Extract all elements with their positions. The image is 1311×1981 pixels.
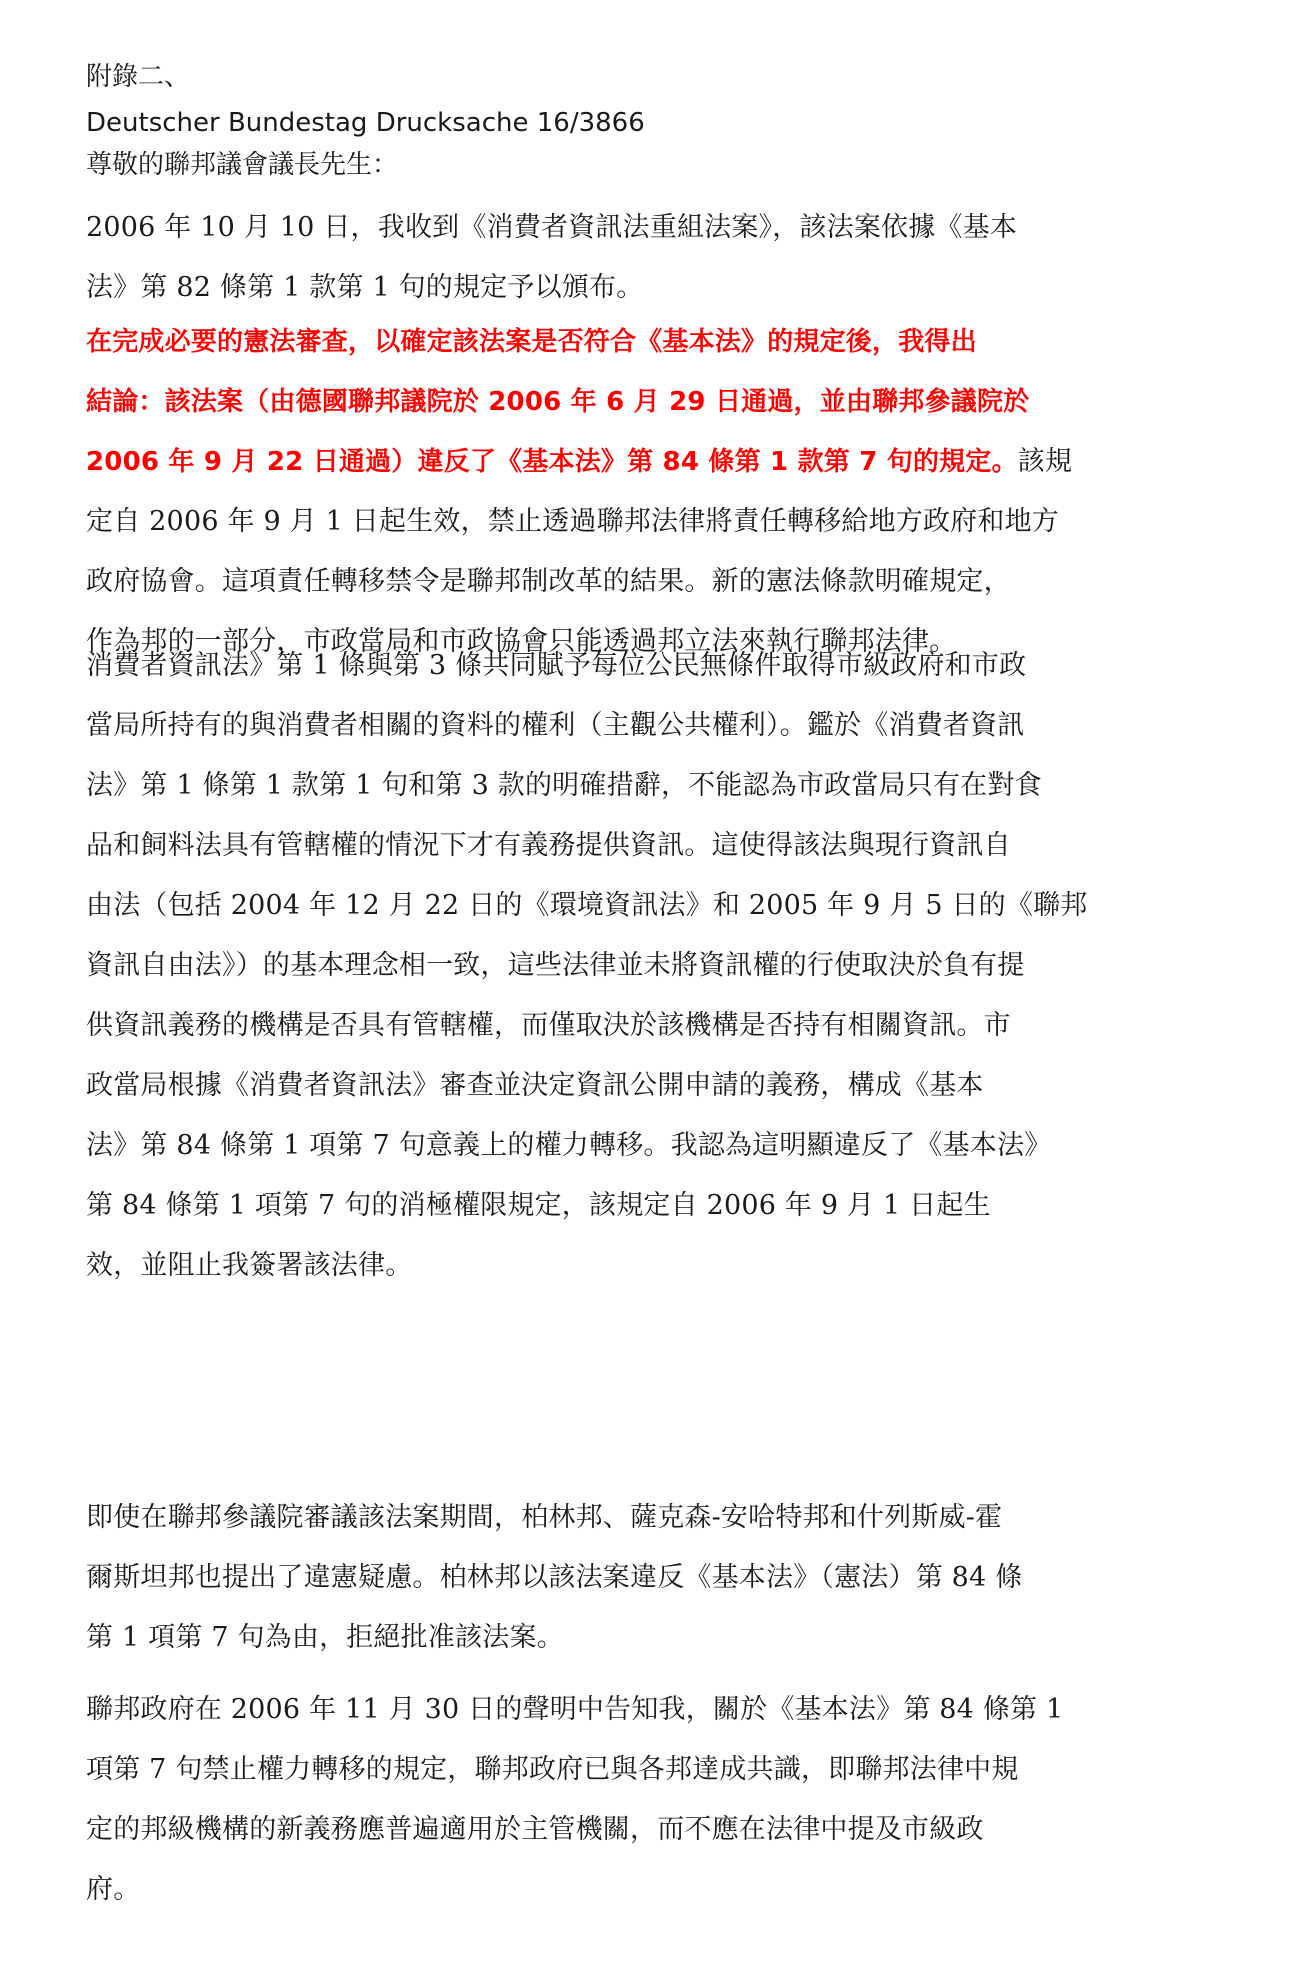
paragraph-2 — [86, 312, 1222, 672]
paragraph-line: 由法（包括 2004 年 12 月 22 日的《環境資訊法》和 2005 年 9 月 5 日的《聯邦 — [86, 890, 1088, 921]
mixed-line — [86, 432, 1222, 492]
appendix-label: 附錄二、 — [86, 62, 191, 92]
paragraph-line: 消費者資訊法》第 1 條與第 3 條共同賦予每位公民無條件取得市級政府和市政 — [86, 650, 1027, 681]
paragraph-line: 法》第 1 條第 1 款第 1 句和第 3 款的明確措辭，不能認為市政當局只有在對食 — [86, 770, 1042, 801]
paragraph-line: 政府協會。這項責任轉移禁令是聯邦制改革的結果。新的憲法條款明確規定， — [86, 566, 1011, 597]
paragraph-line: 品和飼料法具有管轄權的情況下才有義務提供資訊。這使得該法與現行資訊自 — [86, 830, 1011, 861]
paragraph-line: 項第 7 句禁止權力轉移的規定，聯邦政府已與各邦達成共識，即聯邦法律中規 — [86, 1754, 1019, 1785]
highlighted-text: 2006 年 9 月 22 日通過）違反了《基本法》第 84 條第 1 款第 7 句的規定。 — [86, 447, 1018, 477]
paragraph-line: 定的邦級機構的新義務應普遍適用於主管機關，而不應在法律中提及市級政 — [86, 1814, 984, 1845]
paragraph-line: 即使在聯邦參議院審議該法案期間，柏林邦、薩克森-安哈特邦和什列斯威-霍 — [86, 1502, 1003, 1533]
paragraph-line: 效，並阻止我簽署該法律。 — [86, 1250, 413, 1281]
paragraph-line: 第 1 項第 7 句為由，拒絕批准該法案。 — [86, 1622, 564, 1653]
document-source: Deutscher Bundestag Drucksache 16/3866 — [86, 108, 645, 138]
paragraph-line: 法》第 82 條第 1 款第 1 句的規定予以頒布。 — [86, 272, 644, 303]
plain-text: 該規 — [1017, 446, 1073, 477]
paragraph-line: 聯邦政府在 2006 年 11 月 30 日的聲明中告知我，關於《基本法》第 84 條第 1 — [86, 1694, 1064, 1725]
paragraph-line: 作為邦的一部分，市政當局和市政協會只能透過邦立法來執行聯邦法律。 — [86, 626, 957, 657]
paragraph-line: 資訊自由法》）的基本理念相一致，這些法律並未將資訊權的行使取決於負有提 — [86, 950, 1025, 981]
paragraph-line: 府。 — [86, 1874, 141, 1905]
paragraph-3 — [86, 636, 1222, 1296]
highlighted-line: 在完成必要的憲法審查，以確定該法案是否符合《基本法》的規定後，我得出 — [86, 327, 977, 357]
paragraph-5 — [86, 1680, 1222, 1920]
paragraph-line: 2006 年 10 月 10 日，我收到《消費者資訊法重組法案》，該法案依據《基本 — [86, 212, 1018, 243]
paragraph-1 — [86, 198, 1222, 318]
highlighted-line: 結論：該法案（由德國聯邦議院於 2006 年 6 月 29 日通過，並由聯邦參議院於 — [86, 387, 1030, 417]
paragraph-line: 供資訊義務的機構是否具有管轄權，而僅取決於該機構是否持有相關資訊。市 — [86, 1010, 1011, 1041]
salutation: 尊敬的聯邦議會議長先生： — [86, 150, 399, 180]
paragraph-line: 當局所持有的與消費者相關的資料的權利（主觀公共權利）。鑑於《消費者資訊 — [86, 710, 1025, 741]
paragraph-line: 法》第 84 條第 1 項第 7 句意義上的權力轉移。我認為這明顯違反了《基本法》 — [86, 1130, 1052, 1161]
paragraph-line: 第 84 條第 1 項第 7 句的消極權限規定，該規定自 2006 年 9 月 1 日起生 — [86, 1190, 991, 1221]
paragraph-line: 爾斯坦邦也提出了違憲疑慮。柏林邦以該法案違反《基本法》（憲法）第 84 條 — [86, 1562, 1023, 1593]
paragraph-line: 定自 2006 年 9 月 1 日起生效，禁止透過聯邦法律將責任轉移給地方政府和地方 — [86, 506, 1059, 537]
paragraph-4 — [86, 1488, 1222, 1668]
paragraph-line: 政當局根據《消費者資訊法》審查並決定資訊公開申請的義務，構成《基本 — [86, 1070, 984, 1101]
